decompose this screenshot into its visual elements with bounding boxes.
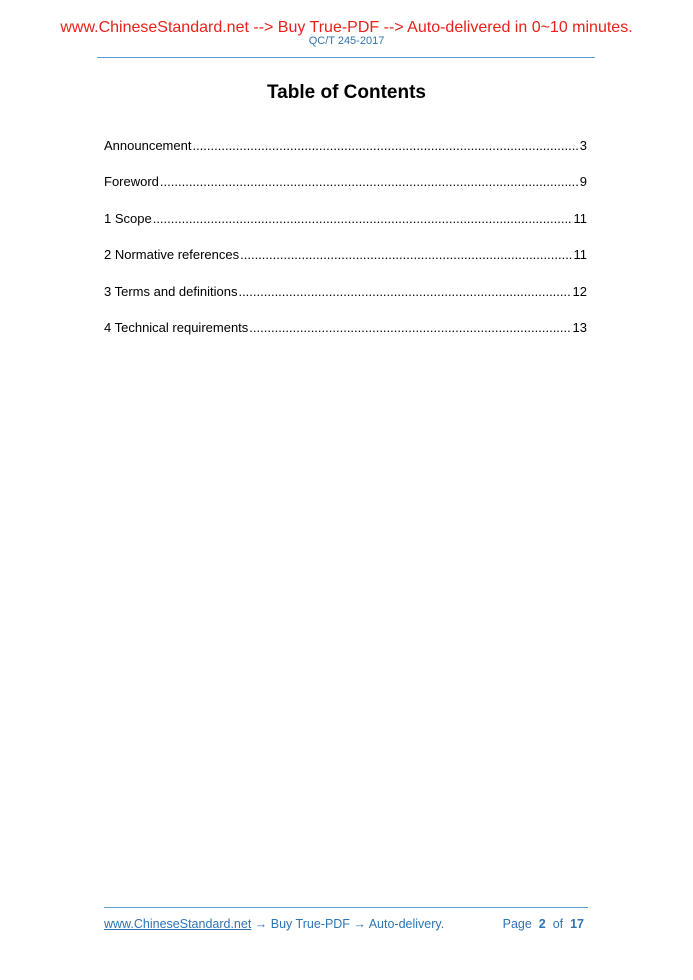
- footer-site-link[interactable]: www.ChineseStandard.net: [104, 917, 252, 931]
- toc-entry-page: 9: [579, 174, 587, 190]
- toc-entry-label: 3 Terms and definitions: [104, 283, 238, 299]
- toc-entry-normative-references[interactable]: [104, 247, 587, 283]
- toc-leader-dots: [160, 174, 579, 189]
- toc-entry-page: 12: [572, 283, 587, 299]
- toc-title: Table of Contents: [266, 82, 427, 103]
- footer-divider: [104, 907, 588, 908]
- page-of-label: of: [552, 917, 564, 931]
- toc-entry-scope[interactable]: [104, 211, 587, 247]
- toc-entry-label: 1 Scope: [104, 210, 152, 226]
- page-number: [503, 917, 584, 931]
- toc-leader-dots: [249, 320, 571, 335]
- table-of-contents: [104, 138, 587, 356]
- toc-entry-page: 3: [579, 138, 587, 153]
- toc-leader-dots: [238, 284, 571, 299]
- toc-entry-technical-requirements[interactable]: [104, 320, 587, 356]
- toc-entry-label: Foreword: [104, 174, 159, 190]
- toc-entry-foreword[interactable]: [104, 174, 587, 210]
- header-divider: [97, 57, 595, 58]
- current-page: 2: [538, 917, 546, 931]
- toc-entry-label: 4 Technical requirements: [104, 319, 249, 335]
- toc-leader-dots: [153, 211, 573, 226]
- toc-entry-announcement[interactable]: [104, 138, 587, 174]
- toc-entry-terms-and-definitions[interactable]: [104, 284, 587, 320]
- toc-entry-page: 11: [573, 247, 587, 263]
- toc-entry-label: 2 Normative references: [104, 247, 240, 263]
- header-banner[interactable]: www.ChineseStandard.net --> Buy True-PDF --> Auto-delivered in 0~10 minutes.: [60, 19, 633, 36]
- toc-leader-dots: [240, 247, 572, 262]
- total-pages: 17: [570, 917, 584, 931]
- footer-promo: [104, 917, 444, 931]
- toc-leader-dots: [192, 138, 578, 153]
- document-code: QC/T 245-2017: [308, 35, 385, 47]
- footer-tagline: → Buy True-PDF → Auto-delivery.: [251, 917, 445, 931]
- page-label: Page: [502, 917, 532, 931]
- toc-entry-page: 13: [572, 319, 587, 335]
- toc-entry-label: Announcement: [104, 138, 192, 153]
- toc-entry-page: 11: [573, 210, 587, 226]
